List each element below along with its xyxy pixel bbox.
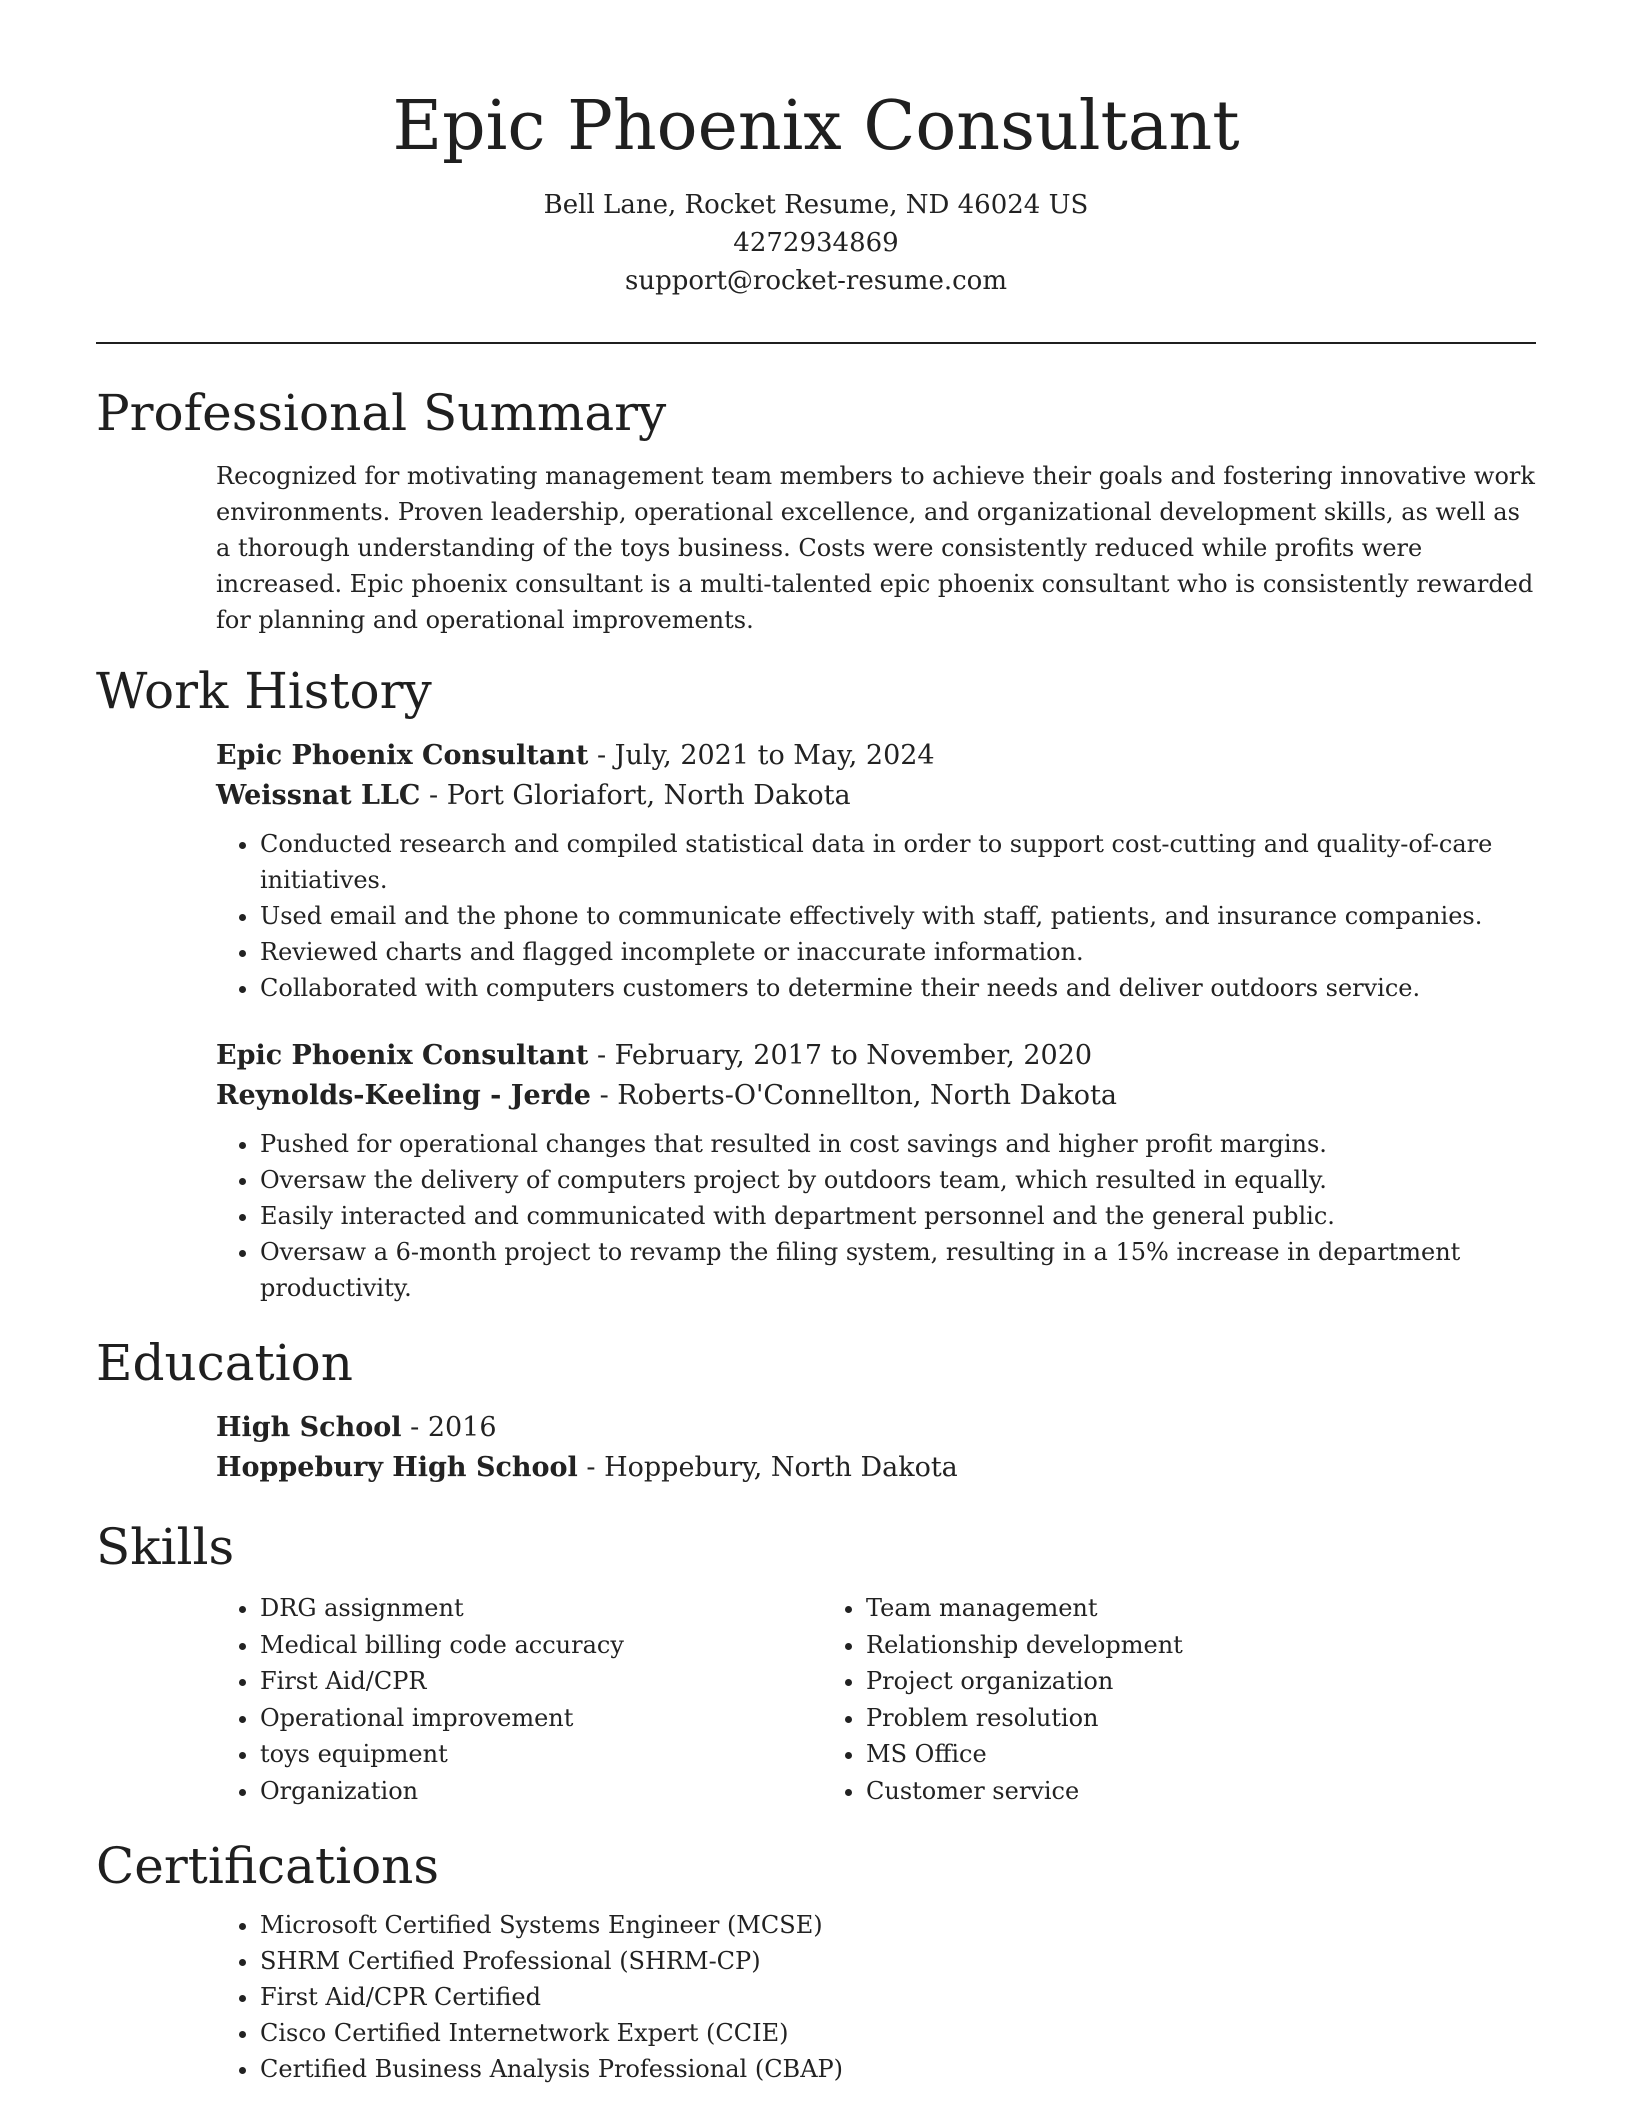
work-history-section [96,656,1536,1306]
list-item: • Project organization [866,1663,1422,1700]
list-item: • Oversaw a 6-month project to revamp the filing system, resulting in a 15% increase in department productivity. [260,1234,1536,1306]
contact-phone: 4272934869 [733,228,899,258]
job-title-line [216,1036,1536,1076]
certifications-list-wrap [216,1907,1536,2087]
skills-list-left [216,1590,822,1809]
education-entry [216,1408,1536,1488]
job-company-line [216,1076,1536,1116]
skills-column-right [822,1590,1422,1809]
list-item: • Problem resolution [866,1700,1422,1737]
list-item: • Customer service [866,1773,1422,1810]
skills-column-left [216,1590,822,1809]
list-item: • Collaborated with computers customers to determine their needs and deliver outdoors service. [260,970,1536,1006]
job-location: - Roberts-O'Connellton, North Dakota [590,1080,1117,1111]
education-location: - Hoppebury, North Dakota [577,1452,958,1483]
list-item: • Conducted research and compiled statistical data in order to support cost-cutting and quality-of-care initiatives. [260,826,1536,898]
job-company: Weissnat LLC [216,780,421,811]
skills-list-right [822,1590,1422,1809]
list-item: • Organization [260,1773,822,1810]
list-item: • MS Office [866,1736,1422,1773]
header-divider [96,342,1536,344]
list-item: • Medical billing code accuracy [260,1627,822,1664]
list-item: • Certified Business Analysis Professional (CBAP) [260,2051,1536,2087]
list-item: • First Aid/CPR Certified [260,1979,1536,2015]
section-title-certifications: Certifications [96,1837,440,1895]
job-title-line [216,736,1536,776]
list-item: • DRG assignment [260,1590,822,1627]
list-item: • Microsoft Certified Systems Engineer (MCSE) [260,1907,1536,1943]
summary-text: Recognized for motivating management team members to achieve their goals and fostering innovative work environments. Proven leadership, operational excellence, and organizational development skills, as well as a thorough understanding of the toys business. Costs were consistently reduced while profits were increased. Epic phoenix consultant is a multi-talented epic phoenix consultant who is consistently rewarded for planning and operational improvements. [216,462,1535,634]
education-section [96,1328,1536,1488]
job-entry [216,1036,1536,1306]
resume-header [0,82,1632,300]
job-dates: - July, 2021 to May, 2024 [588,740,935,771]
list-item: • Reviewed charts and flagged incomplete or inaccurate information. [260,934,1536,970]
list-item: • Easily interacted and communicated with department personnel and the general public. [260,1198,1536,1234]
list-item: • Operational improvement [260,1700,822,1737]
job-company: Reynolds-Keeling - Jerde [216,1080,591,1111]
section-title-work-history: Work History [96,662,432,720]
certifications-list [216,1907,1536,2087]
summary-section [96,378,1536,638]
education-school-line [216,1448,1536,1488]
skills-section [96,1512,1536,1809]
education-year: - 2016 [401,1412,497,1443]
list-item: • Pushed for operational changes that resulted in cost savings and higher profit margins. [260,1126,1536,1162]
contact-block [0,186,1632,300]
section-title-education: Education [96,1334,353,1392]
list-item: • First Aid/CPR [260,1663,822,1700]
job-role: Epic Phoenix Consultant [216,740,589,771]
education-school: Hoppebury High School [216,1452,578,1483]
skills-columns [216,1590,1536,1809]
education-degree: High School [216,1412,402,1443]
list-item: • Oversaw the delivery of computers project by outdoors team, which resulted in equally. [260,1162,1536,1198]
job-entry [216,736,1536,1006]
list-item: • toys equipment [260,1736,822,1773]
education-degree-line [216,1408,1536,1448]
job-bullets [216,1126,1536,1306]
job-bullets [216,826,1536,1006]
job-company-line [216,776,1536,816]
section-title-summary: Professional Summary [96,384,667,442]
job-dates: - February, 2017 to November, 2020 [588,1040,1093,1071]
job-location: - Port Gloriafort, North Dakota [420,780,851,811]
list-item: • Cisco Certified Internetwork Expert (CCIE) [260,2015,1536,2051]
certifications-section [96,1831,1536,2087]
resume-body [96,378,1536,2087]
contact-email: support@rocket-resume.com [624,266,1007,296]
list-item: • SHRM Certified Professional (SHRM-CP) [260,1943,1536,1979]
list-item: • Used email and the phone to communicate effectively with staff, patients, and insurance companies. [260,898,1536,934]
candidate-name: Epic Phoenix Consultant [392,87,1240,166]
job-role: Epic Phoenix Consultant [216,1040,589,1071]
section-title-skills: Skills [96,1518,235,1576]
list-item: • Relationship development [866,1627,1422,1664]
contact-address: Bell Lane, Rocket Resume, ND 46024 US [543,190,1089,220]
list-item: • Team management [866,1590,1422,1627]
